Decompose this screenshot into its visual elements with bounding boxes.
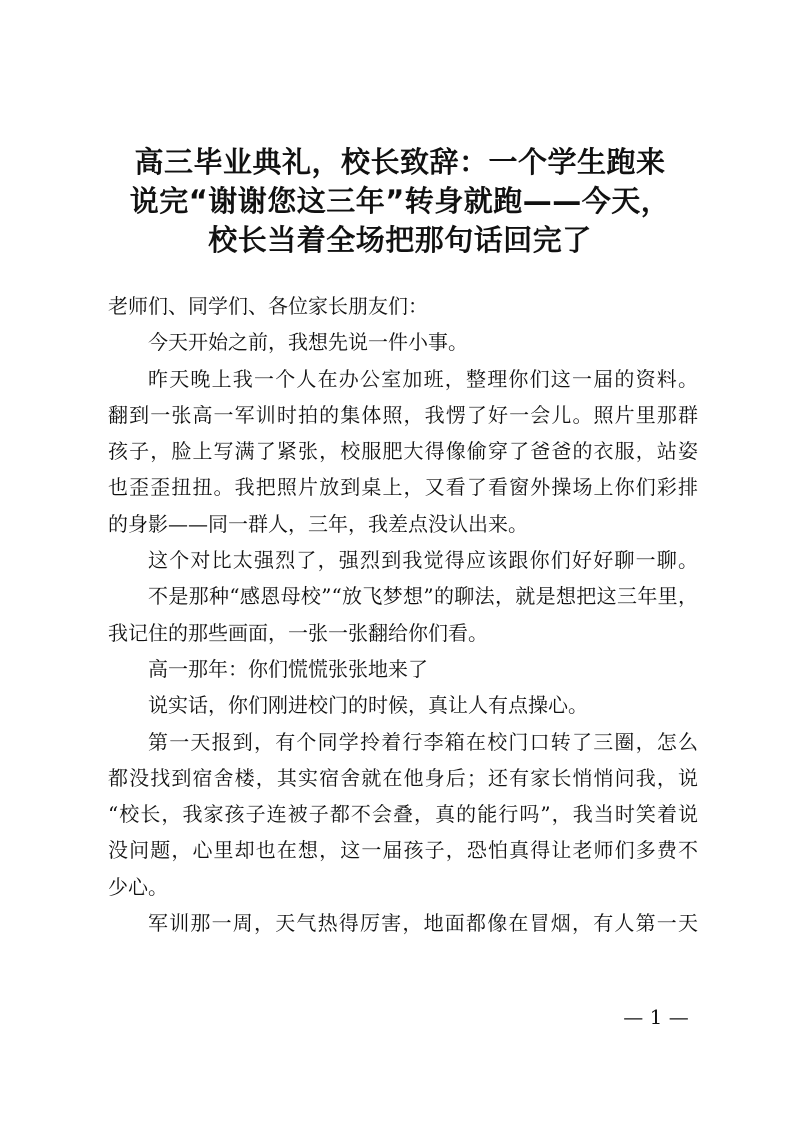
document-title (104, 143, 696, 260)
paragraph-line: 昨天晚上我一个人在办公室加班，整理你们这一届的资料。 (148, 366, 698, 391)
paragraph-line: 我记住的那些画面，一张一张翻给你们看。 (108, 620, 488, 645)
title-line: 说完“谢谢您这三年”转身就跑——今天， (129, 184, 671, 218)
paragraph-line: 不是那种“感恩母校”“放飞梦想”的聊法，就是想把这三年里， (148, 584, 698, 609)
document-body (108, 288, 698, 941)
paragraph-line: 少心。 (108, 874, 168, 899)
paragraph-line: 第一天报到，有个同学拎着行李箱在校门口转了三圈，怎么 (148, 729, 698, 754)
title-line: 校长当着全场把那句话回完了 (208, 223, 592, 257)
paragraph-line: 没问题，心里却也在想，这一届孩子，恐怕真得让老师们多费不 (108, 838, 698, 863)
page-number: — 1 — (623, 1005, 689, 1029)
paragraph-line: 今天开始之前，我想先说一件小事。 (148, 330, 468, 355)
paragraph-line: 这个对比太强烈了，强烈到我觉得应该跟你们好好聊一聊。 (148, 548, 698, 573)
paragraph-line: “校长，我家孩子连被子都不会叠，真的能行吗”，我当时笑着说 (108, 802, 698, 827)
paragraph-line: 孩子，脸上写满了紧张，校服肥大得像偷穿了爸爸的衣服，站姿 (108, 439, 698, 464)
paragraph-line: 说实话，你们刚进校门的时候，真让人有点操心。 (148, 693, 588, 718)
paragraph-line: 的身影——同一群人，三年，我差点没认出来。 (108, 511, 528, 536)
salutation: 老师们、同学们、各位家长朋友们： (108, 294, 428, 318)
paragraph-line: 军训那一周，天气热得厉害，地面都像在冒烟，有人第一天 (148, 911, 698, 936)
title-line: 高三毕业典礼，校长致辞：一个学生跑来 (134, 145, 666, 179)
paragraph-line: 都没找到宿舍楼，其实宿舍就在他身后；还有家长悄悄问我，说 (108, 765, 698, 790)
paragraph-line: 翻到一张高一军训时拍的集体照，我愣了好一会儿。照片里那群 (108, 402, 698, 427)
paragraph-line: 也歪歪扭扭。我把照片放到桌上，又看了看窗外操场上你们彩排 (108, 475, 698, 500)
section-heading: 高一那年：你们慌慌张张地来了 (148, 656, 428, 681)
